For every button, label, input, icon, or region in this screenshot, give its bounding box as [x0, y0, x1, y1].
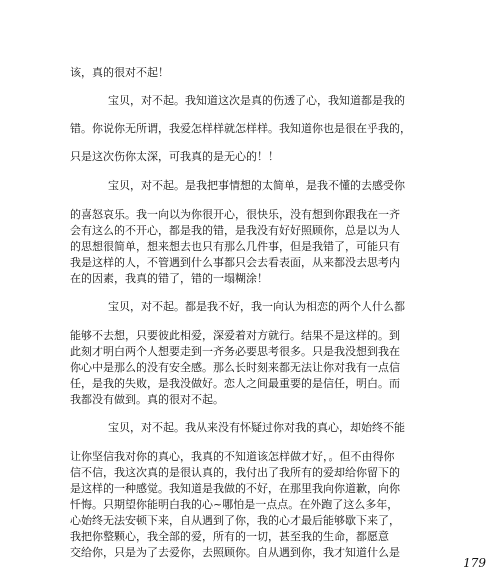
text-line: 只是这次伤你太深，可我真的是无心的！！ — [70, 150, 279, 163]
text-line: 交给你，只是为了去爱你，去照顾你。自从遇到你，我才知道什么是 — [70, 546, 400, 559]
text-line: 会有这么的不开心，都是我的错，是我没有好好照顾你，总是以为人 — [70, 224, 400, 237]
text-line: 该，真的很对不起！ — [70, 66, 169, 79]
text-line: 我都没有做到。真的很对不起。 — [70, 393, 224, 406]
text-line: 心始终无法安顿下来，自从遇到了你，我的心才最后能够歇下来了， — [70, 514, 400, 527]
text-line: 的喜怒哀乐。我一向以为你很开心，很快乐，没有想到你跟我在一齐 — [70, 208, 400, 221]
text-line: 我是这样的人，不管遇到什么事都只会去看表面，从来都没去思考内 — [70, 256, 400, 269]
text-line: 你心中是那么的没有安全感。那么长时刻来都无法让你对我有一点信 — [70, 361, 400, 374]
text-line: 是这样的一种感觉。我知道是我做的不好，在那里我向你道歉，向你 — [70, 482, 400, 495]
text-line: 能够不去想，只要彼此相爱，深爱着对方就行。结果不是这样的。到 — [70, 329, 400, 342]
text-line: 让你坚信我对你的真心，我真的不知道该怎样做才好，。但不由得你 — [70, 450, 395, 463]
text-line: 我把你整颗心，我全部的爱，所有的一切，甚至我的生命，都愿意 — [70, 530, 389, 543]
paragraph-first-line: 宝贝，对不起。我从来没有怀疑过你对我的真心，却始终不能 — [108, 421, 405, 434]
text-line: 此刻才明白两个人想要走到一齐务必要思考很多。只是我没想到我在 — [70, 345, 400, 358]
text-line: 任，是我的失败，是我没做好。恋人之间最重要的是信任，明白。而 — [70, 377, 400, 390]
text-line: 错。你说你无所谓，我爱怎样样就怎样样。我知道你也是很在乎我的， — [70, 122, 411, 135]
paragraph-first-line: 宝贝，对不起。都是我不好，我一向认为相恋的两个人什么都 — [108, 300, 405, 313]
paragraph-first-line: 宝贝，对不起。是我把事情想的太简单，是我不懂的去感受你 — [108, 179, 405, 192]
text-line: 的思想很简单，想来想去也只有那么几件事，但是我错了，可能只有 — [70, 240, 400, 253]
text-line: 在的因素，我真的错了，错的一塌糊涂！ — [70, 272, 268, 285]
text-line: 信不信，我这次真的是很认真的，我付出了我所有的爱却给你留下的 — [70, 466, 400, 479]
text-line: 忏悔。只期望你能明白我的心~哪怕是一点点。在外跑了这么多年， — [70, 498, 399, 511]
paragraph-first-line: 宝贝，对不起。我知道这次是真的伤透了心，我知道都是我的 — [108, 94, 405, 107]
page-number: 179 — [463, 556, 486, 570]
